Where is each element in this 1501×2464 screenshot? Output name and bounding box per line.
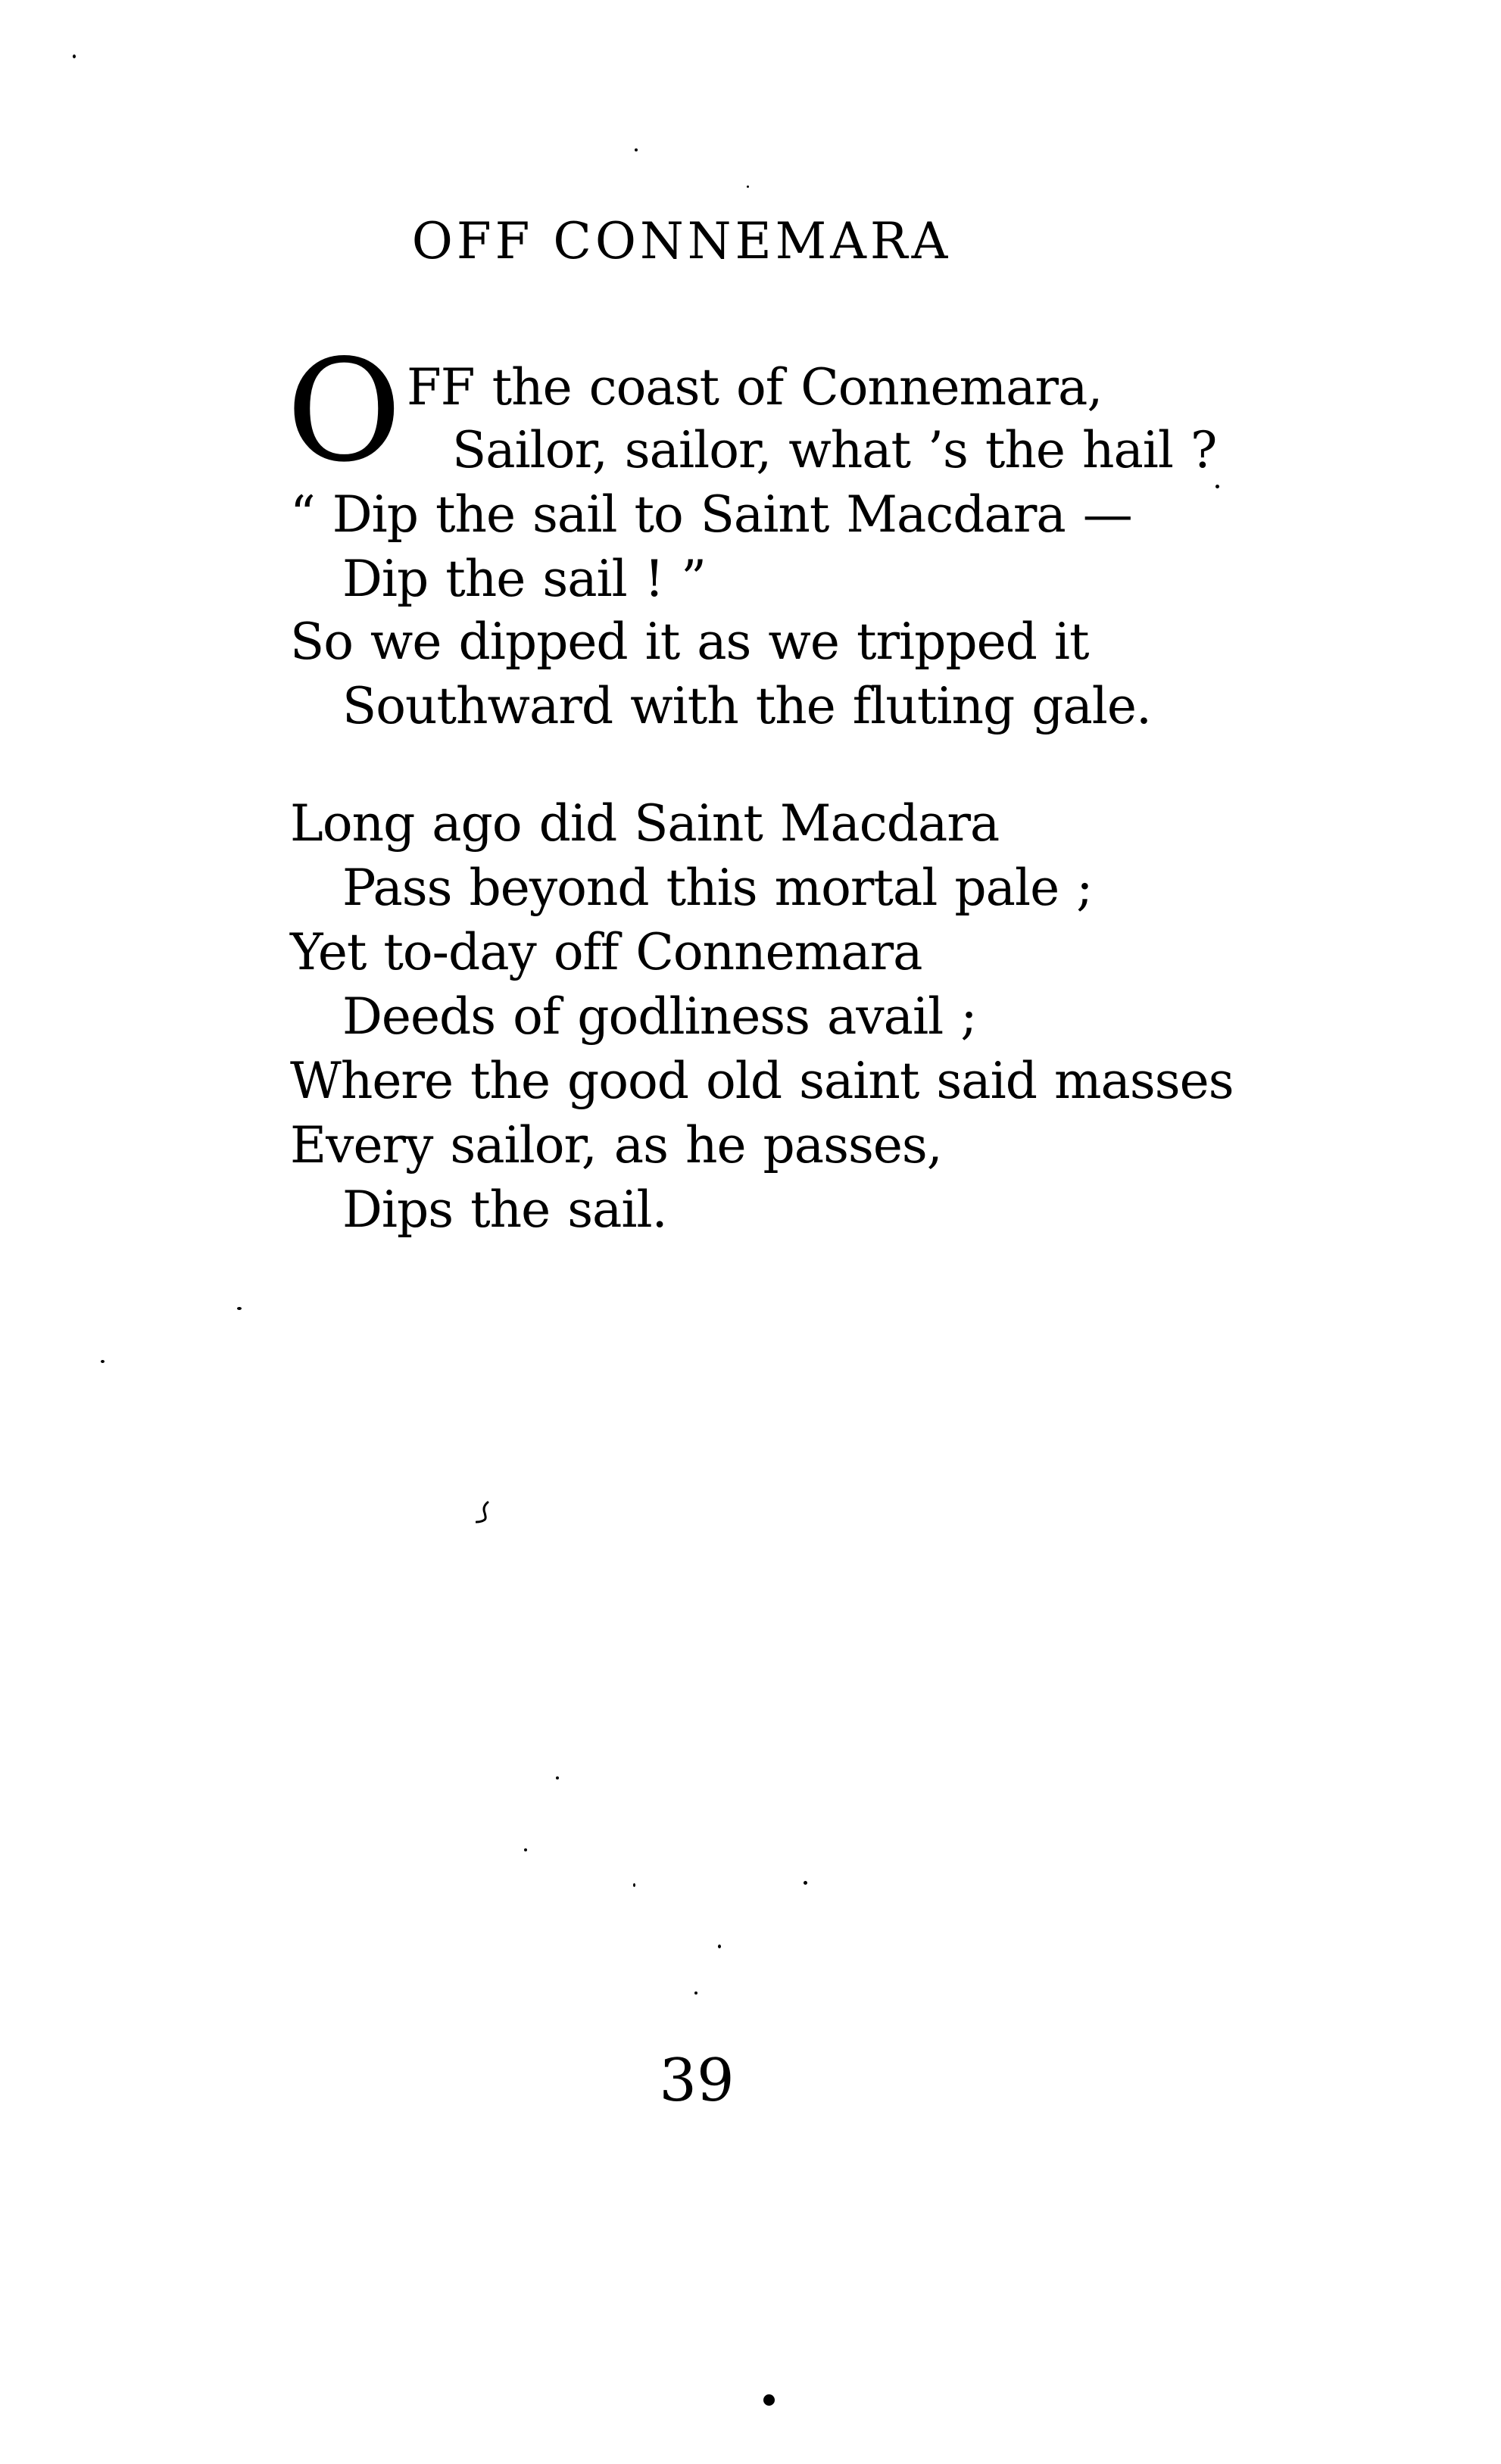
poem-line: So we dipped it as we tripped it — [290, 613, 1089, 671]
poem-line: Sailor, sailor, what ’s the hail ? — [452, 421, 1217, 479]
scan-speck — [556, 1776, 559, 1779]
poem-line: Every sailor, as he passes, — [290, 1116, 942, 1174]
scan-ink-dot — [763, 2394, 775, 2406]
poem-line: Yet to-day off Connemara — [290, 923, 922, 981]
scan-speck — [635, 148, 638, 151]
poem-line: Southward with the fluting gale. — [342, 677, 1151, 735]
scan-speck — [237, 1307, 242, 1310]
scan-speck — [101, 1360, 105, 1363]
drop-cap-letter: O — [286, 329, 402, 493]
scan-squiggle-mark — [476, 1501, 494, 1525]
scan-speck — [1215, 485, 1219, 488]
poem-title: OFF CONNEMARA — [411, 212, 952, 270]
scan-speck — [804, 1881, 807, 1885]
poem-line: Deeds of godliness avail ; — [342, 987, 977, 1046]
page-number: 39 — [659, 2047, 735, 2115]
poem-line: Long ago did Saint Macdara — [290, 794, 1000, 853]
poem-line: Pass beyond this mortal pale ; — [342, 859, 1093, 917]
scan-speck — [73, 55, 76, 58]
poem-line: Dip the sail ! ” — [342, 550, 706, 608]
scan-speck — [747, 186, 749, 188]
poem-line: “ Dip the sail to Saint Macdara — — [290, 485, 1132, 544]
scan-speck — [718, 1945, 721, 1948]
poem-line: Dips the sail. — [342, 1181, 667, 1239]
scan-speck — [694, 1991, 697, 1995]
scan-speck — [524, 1848, 527, 1851]
scan-speck — [633, 1883, 635, 1887]
poem-line: FF the coast of Connemara, — [407, 358, 1103, 416]
poem-line: Where the good old saint said masses — [290, 1052, 1234, 1110]
